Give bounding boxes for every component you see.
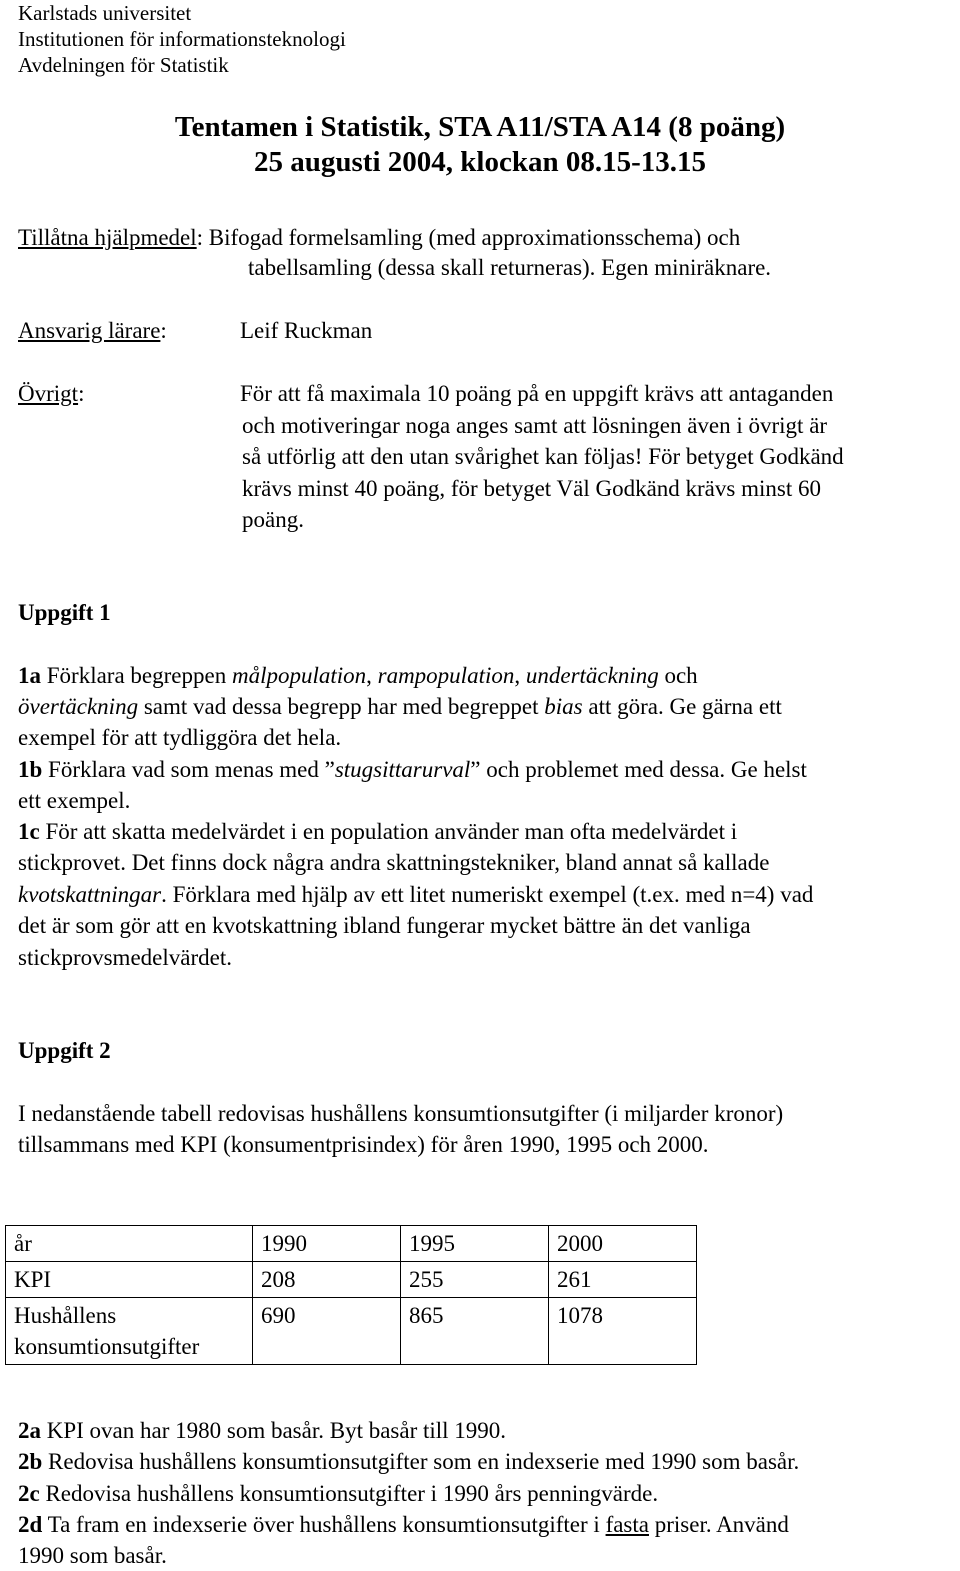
task2d-label: 2d <box>18 1512 43 1537</box>
table-row <box>6 1226 697 1262</box>
task1b-line2: ett exempel. <box>18 788 131 813</box>
term-undertackning: undertäckning <box>525 663 659 688</box>
task1b-label: 1b <box>18 757 43 782</box>
task1c-text: För att skatta medelvärdet i en population använder man ofta medelvärdet i <box>39 819 738 844</box>
task2c-text: Redovisa hushållens konsumtionsutgifter i 1990 års penningvärde. <box>39 1481 659 1506</box>
separator: , <box>366 663 378 688</box>
task2a-text: KPI ovan har 1980 som basår. Byt basår till 1990. <box>41 1418 507 1443</box>
task2d-text: Ta fram en indexserie över hushållens konsumtionsutgifter i <box>42 1512 606 1537</box>
term-overtackning: övertäckning <box>18 694 139 719</box>
other-label: Övrigt <box>18 381 79 406</box>
task1a-line1 <box>18 663 698 689</box>
task1b-text: ” och problemet med dessa. Ge helst <box>470 757 807 782</box>
table-cell: 690 <box>253 1298 401 1365</box>
task1c-line3 <box>18 882 813 908</box>
table-row <box>6 1262 697 1298</box>
task1c-line5: stickprovsmedelvärdet. <box>18 945 232 970</box>
table-cell: 1990 <box>253 1226 401 1262</box>
aids-text-cont: tabellsamling (dessa skall returneras). Egen miniräknare. <box>248 255 772 280</box>
university-name: Karlstads universitet <box>18 1 192 25</box>
task2c-label: 2c <box>18 1481 40 1506</box>
other-line: krävs minst 40 poäng, för betyget Väl Godkänd krävs minst 60 <box>242 476 821 501</box>
other-line: och motiveringar noga anges samt att lösningen även i övrigt är <box>242 413 828 438</box>
task1a-text: och <box>658 663 698 688</box>
task2d-line2: 1990 som basår. <box>18 1543 167 1568</box>
other-label-row <box>18 381 84 407</box>
task1c-line2: stickprovet. Det finns dock några andra skattningstekniker, bland annat så kallade <box>18 850 770 875</box>
table-cell: 261 <box>549 1262 697 1298</box>
table-cell: 865 <box>401 1298 549 1365</box>
other-colon: : <box>78 381 85 406</box>
task1b-line1 <box>18 757 807 783</box>
exam-date: 25 augusti 2004, klockan 08.15-13.15 <box>254 146 706 178</box>
table-cell: 208 <box>253 1262 401 1298</box>
task1c-text: . Förklara med hjälp av ett litet numeriskt exempel (t.ex. med n=4) vad <box>161 882 814 907</box>
task2-heading: Uppgift 2 <box>18 1038 111 1063</box>
aids-text: Bifogad formelsamling (med approximationsschema) och <box>203 225 741 250</box>
task1-heading: Uppgift 1 <box>18 600 111 625</box>
term-malpopulation: målpopulation <box>231 663 367 688</box>
table-cell: år <box>6 1226 253 1262</box>
table-row <box>6 1298 697 1365</box>
term-bias: bias <box>544 694 583 719</box>
term-rampopulation: rampopulation <box>377 663 515 688</box>
aids-colon: : <box>196 225 204 250</box>
aids-row <box>18 225 740 251</box>
teacher-name: Leif Ruckman <box>240 318 373 343</box>
task1c-label: 1c <box>18 819 40 844</box>
term-kvotskattningar: kvotskattningar <box>18 882 162 907</box>
table-cell: 1995 <box>401 1226 549 1262</box>
task2a-label: 2a <box>18 1418 41 1443</box>
separator: , <box>514 663 526 688</box>
task2b-label: 2b <box>18 1449 43 1474</box>
teacher-label-row <box>18 318 167 344</box>
teacher-colon: : <box>160 318 167 343</box>
table-cell: KPI <box>6 1262 253 1298</box>
institution-name: Institutionen för informationsteknologi <box>18 27 346 51</box>
other-line: poäng. <box>242 507 304 532</box>
task1a-line2 <box>18 694 782 720</box>
term-stugsittarurval: stugsittarurval <box>334 757 471 782</box>
task2-intro-line1: I nedanstående tabell redovisas hushållens konsumtionsutgifter (i miljarder kronor) <box>18 1101 784 1126</box>
task2d-line1 <box>18 1512 789 1538</box>
table-cell: 1078 <box>549 1298 697 1365</box>
task2d-text: priser. Använd <box>648 1512 789 1537</box>
table-cell: 255 <box>401 1262 549 1298</box>
exam-title: Tentamen i Statistik, STA A11/STA A14 (8 poäng) <box>174 111 786 143</box>
task1c-line1 <box>18 819 737 845</box>
task2b-text: Redovisa hushållens konsumtionsutgifter som en indexserie med 1990 som basår. <box>42 1449 800 1474</box>
term-fasta: fasta <box>605 1512 649 1537</box>
table-cell: Hushållens konsumtionsutgifter <box>6 1298 253 1365</box>
task1c-line4: det är som gör att en kvotskattning ibland fungerar mycket bättre än det vanliga <box>18 913 751 938</box>
task1a-label: 1a <box>18 663 41 688</box>
task1a-line3: exempel för att tydliggöra det hela. <box>18 725 342 750</box>
task1a-text: att göra. Ge gärna ett <box>582 694 782 719</box>
aids-label: Tillåtna hjälpmedel <box>18 225 197 250</box>
task1b-text: Förklara vad som menas med ” <box>42 757 335 782</box>
task2c-line <box>18 1481 658 1507</box>
task2a-line <box>18 1418 506 1444</box>
task2b-line <box>18 1449 799 1475</box>
task2-intro-line2: tillsammans med KPI (konsumentprisindex) för åren 1990, 1995 och 2000. <box>18 1132 709 1157</box>
task1a-text: Förklara begreppen <box>41 663 232 688</box>
division-name: Avdelningen för Statistik <box>18 53 229 77</box>
task1a-text: samt vad dessa begrepp har med begreppet <box>138 694 545 719</box>
teacher-label: Ansvarig lärare <box>18 318 161 343</box>
other-line: För att få maximala 10 poäng på en uppgift krävs att antaganden <box>240 381 834 406</box>
table-cell: 2000 <box>549 1226 697 1262</box>
kpi-table <box>5 1225 697 1365</box>
other-line: så utförlig att den utan svårighet kan följas! För betyget Godkänd <box>242 444 844 469</box>
